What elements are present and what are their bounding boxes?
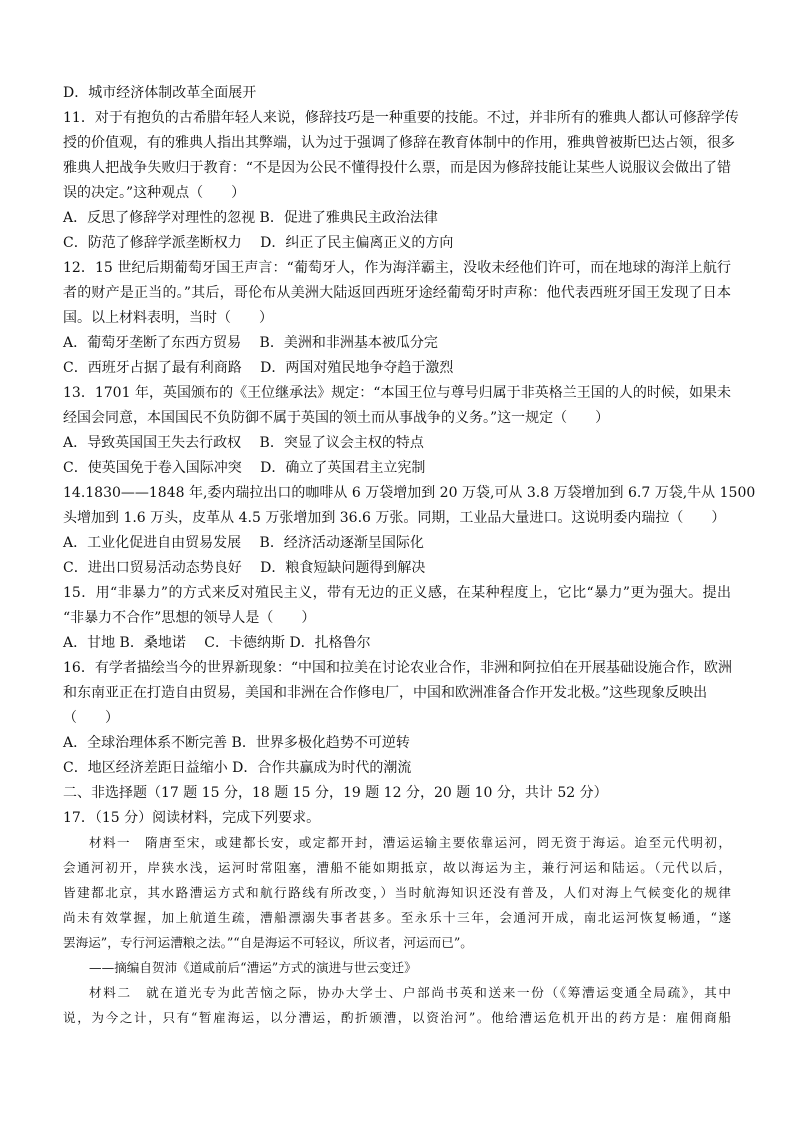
- text-line: 12．15 世纪后期葡萄牙国王声言：“葡萄牙人，作为海洋霸主，没收未经他们许可，而在地球的海洋上航行: [63, 260, 731, 276]
- text-line: A．反思了修辞学对理性的忽视 B．促进了雅典民主政治法律: [63, 210, 438, 226]
- text-line: ——摘编自贺沛《道咸前后“漕运”方式的演进与世云变迁》: [89, 960, 417, 975]
- text-line: A．工业化促进自由贸易发展 B．经济活动逐渐呈国际化: [63, 535, 424, 551]
- text-line: 尚未有效掌握，加上航道生疏，漕船漂溺失事者甚多。至永乐十三年，会通河开成，南北运河恢复畅通，“遂: [63, 910, 731, 925]
- text-line: A．全球治理体系不断完善 B．世界多极化趋势不可逆转: [63, 735, 410, 751]
- text-line: A．导致英国国王失去行政权 B．突显了议会主权的特点: [63, 435, 424, 451]
- text-line: 说，为今之计，只有“暂雇海运，以分漕运，酌折颁漕，以资治河”。他给漕运危机开出的药方是：雇佣商船: [63, 1010, 731, 1025]
- text-line: 14.1830——1848 年,委内瑞拉出口的咖啡从 6 万袋增加到 20 万袋,可从 3.8 万袋增加到 6.7 万袋,牛从 1500: [63, 485, 756, 501]
- text-line: C．西班牙占据了最有利商路 D．两国对殖民地争夺趋于激烈: [63, 360, 454, 376]
- text-line: C．进出口贸易活动态势良好 D．粮食短缺问题得到解决: [63, 560, 426, 576]
- text-line: 17．（15 分）阅读材料，完成下列要求。: [63, 810, 321, 826]
- text-line: 国。以上材料表明，当时（ ）: [63, 310, 273, 326]
- text-line: 者的财产是正当的。”其后，哥伦布从美洲大陆返回西班牙途经葡萄牙时声称：他代表西班牙国王发现了日本: [63, 285, 731, 301]
- text-line: C．防范了修辞学派垄断权力 D．纠正了民主偏离正义的方向: [63, 235, 454, 251]
- text-line: C．地区经济差距日益缩小 D．合作共赢成为时代的潮流: [63, 760, 412, 776]
- text-line: 误的决定。”这种观点（ ）: [63, 185, 246, 201]
- text-line: 16．有学者描绘当今的世界新现象：“中国和拉美在讨论农业合作，非洲和阿拉伯在开展基础设施合作，欧洲: [63, 660, 732, 676]
- text-line: 会通河初开，岸狭水浅，运河时常阻塞，漕船不能如期抵京，故以海运为主，兼行河运和陆运。（元代以后，: [63, 860, 731, 875]
- text-line: 授的价值观，有的雅典人指出其弊端，认为过于强调了修辞在教育体制中的作用，雅典曾被斯巴达占领，很多: [63, 135, 735, 151]
- text-line: 材料二 就在道光专为此苦恼之际，协办大学士、户部尚书英和送来一份（《筹漕运变通全局疏》，其中: [89, 985, 731, 1000]
- text-line: D．城市经济体制改革全面展开: [63, 85, 257, 101]
- text-line: 11．对于有抱负的古希腊年轻人来说，修辞技巧是一种重要的技能。不过，并非所有的雅典人都认可修辞学传: [63, 110, 739, 126]
- text-line: A．葡萄牙垄断了东西方贸易 B．美洲和非洲基本被瓜分完: [63, 335, 438, 351]
- text-line: 和东南亚正在打造自由贸易，美国和非洲在合作修电厂，中国和欧洲准备合作开发北极。”这些现象反映出: [63, 685, 708, 701]
- text-line: 13．1701 年，英国颁布的《王位继承法》规定：“本国王位与尊号归属于非英格兰王国的人的时候，如果未: [63, 385, 731, 401]
- text-line: “非暴力不合作”思想的领导人是（ ）: [63, 610, 316, 626]
- text-line: （ ）: [63, 710, 119, 726]
- text-line: 皆建都北京，其水路漕运方式和航行路线有所改变，）当时航海知识还没有普及，人们对海上气候变化的规律: [63, 885, 731, 900]
- text-line: 雅典人把战争失败归于教育：“不是因为公民不懂得投什么票，而是因为修辞技能让某些人说服议会做出了错: [63, 160, 731, 176]
- text-line: 头增加到 1.6 万头，皮革从 4.5 万张增加到 36.6 万张。同期，工业品大量进口。这说明委内瑞拉（ ）: [63, 510, 726, 526]
- text-line: 材料一 隋唐至宋，或建都长安，或定都开封，漕运运输主要依靠运河，罔无资于海运。迨至元代明初，: [89, 835, 731, 850]
- text-line: 15．用“非暴力”的方式来反对殖民主义，带有无边的正义感，在某种程度上，它比“暴力”更为强大。提出: [63, 585, 731, 601]
- text-line: C．使英国免于卷入国际冲突 D．确立了英国君主立宪制: [63, 460, 426, 476]
- text-line: 经国会同意，本国国民不负防御不属于英国的领土而从事战争的义务。”这一规定（ ）: [63, 410, 610, 426]
- text-line: A．甘地 B．桑地诺 C．卡德纳斯 D．扎格鲁尔: [63, 635, 371, 651]
- text-line: 罢海运”，专行河运漕粮之法。”“自是海运不可轻议，所议者，河运而已”。: [63, 935, 473, 950]
- text-line: 二、非选择题（17 题 15 分，18 题 15 分，19 题 12 分，20 题 10 分，共计 52 分）: [63, 785, 608, 801]
